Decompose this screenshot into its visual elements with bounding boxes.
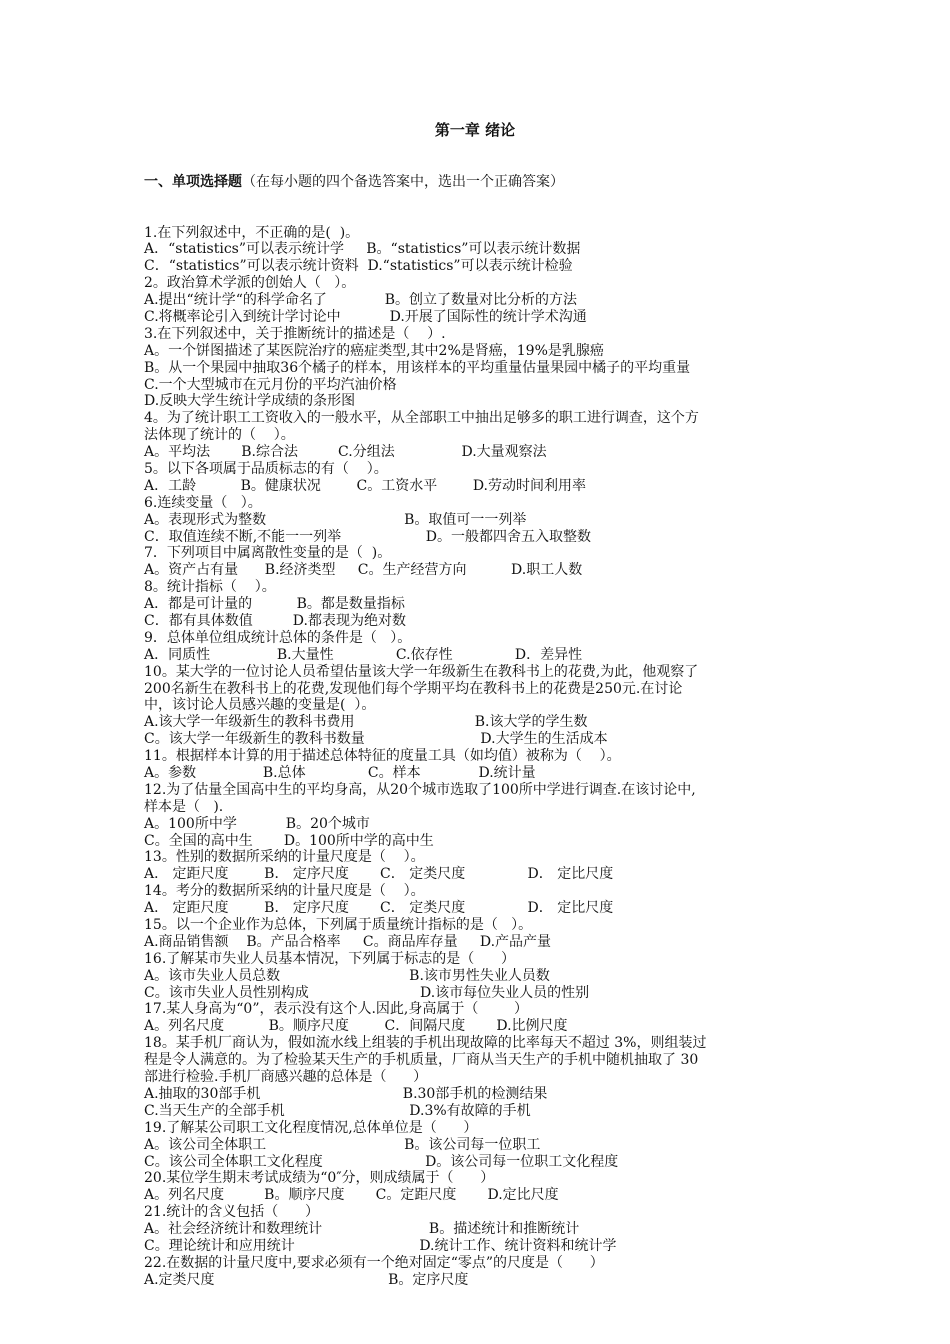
text-line: 中，该讨论人员感兴趣的变量是( ）。	[144, 697, 376, 714]
text-line: B。从一个果园中抽取36个橘子的样本，用该样本的平均重量估量果园中橘子的平均重量	[144, 359, 691, 376]
text-line: A。资产占有量 B.经济类型 C。生产经营方向 D.职工人数	[144, 562, 583, 579]
text-line: 6.连续变量（ ）。	[144, 494, 262, 511]
text-line: A．同质性 B.大量性 C.依存性 D．差异性	[144, 646, 583, 663]
text-line: A.定类尺度 B。定序尺度	[144, 1271, 469, 1288]
section-label: 一、单项选择题	[144, 173, 242, 190]
text-line: A。参数 B.总体 C。样本 D.统计量	[144, 765, 536, 782]
text-line: A．都是可计量的 B。都是数量指标	[144, 596, 405, 613]
text-line: A．工龄 B。健康状况 C。工资水平 D.劳动时间利用率	[144, 477, 586, 494]
text-line: A。表现形式为整数 B。取值可一一列举	[144, 511, 527, 528]
text-line: A。一个饼图描述了某医院治疗的癌症类型,其中2%是肾癌，19%是乳腺癌	[144, 342, 604, 359]
text-line: 4。为了统计职工工资收入的一般水平，从全部职工中抽出足够多的职工进行调查，这个方	[144, 410, 699, 427]
text-line: C．取值连续不断,不能一一列举 D。一般都四舍五入取整数	[144, 528, 591, 545]
text-line: 22.在数据的计量尺度中,要求必须有一个绝对固定“零点”的尺度是（ ）	[144, 1254, 604, 1271]
text-line: 7．下列项目中属离散性变量的是（ )。	[144, 545, 392, 562]
text-line: A。100所中学 B。20个城市	[144, 815, 370, 832]
text-line: 15。以一个企业作为总体，下列属于质量统计指标的是（ ）。	[144, 917, 533, 934]
text-line: C.一个大型城市在元月份的平均汽油价格	[144, 376, 397, 393]
text-line: 部进行检验.手机厂商感兴趣的总体是（ ）	[144, 1069, 428, 1086]
text-line: 8。统计指标（ ）。	[144, 579, 276, 596]
text-line: 2。政治算术学派的创始人（ ）。	[144, 275, 356, 292]
text-line: 1.在下列叙述中，不正确的是( )。	[144, 224, 360, 241]
text-line: 12.为了估量全国高中生的平均身高，从20个城市选取了100所中学进行调查.在该讨论中,	[144, 781, 696, 798]
text-line: C。该公司全体职工文化程度 D。该公司每一位职工文化程度	[144, 1153, 619, 1170]
text-line: C.将概率论引入到统计学讨论中 D.开展了国际性的统计学术沟通	[144, 308, 587, 325]
text-line: 10。某大学的一位讨论人员希望估量该大学一年级新生在教科书上的花费,为此，他观察了	[144, 663, 699, 680]
text-line: C．都有具体数值 D.都表现为绝对数	[144, 613, 406, 629]
text-line: C.当天生产的全部手机 D.3%有故障的手机	[144, 1102, 531, 1119]
text-line: D.反映大学生统计学成绩的条形图	[144, 393, 356, 410]
text-line: 11。根据样本计算的用于描述总体特征的度量工具（如均值）被称为（ ）。	[144, 748, 621, 765]
text-line: 13。性别的数据所采纳的计量尺度是（ ）。	[144, 849, 425, 866]
text-line: 20.某位学生期末考试成绩为“0″分，则成绩属于（ ）	[144, 1170, 495, 1187]
text-line: C。该市失业人员性别构成 D.该市每位失业人员的性别	[144, 984, 590, 1001]
text-line: A． 定距尺度 B． 定序尺度 C． 定类尺度 D． 定比尺度	[144, 900, 614, 917]
text-line: A。列名尺度 B。顺序尺度 C。定距尺度 D.定比尺度	[144, 1187, 559, 1204]
text-line: 样本是（ ).	[144, 798, 224, 815]
text-line: 程是令人满意的。为了检验某天生产的手机质量，厂商从当天生产的手机中随机抽取了 30	[144, 1052, 699, 1069]
text-line: C。该大学一年级新生的教科书数量 D.大学生的生活成本	[144, 731, 608, 748]
text-line: 19.了解某公司职工文化程度情况,总体单位是（ ）	[144, 1119, 478, 1136]
text-line: A． 定距尺度 B． 定序尺度 C． 定类尺度 D． 定比尺度	[144, 866, 614, 883]
text-line: A。该公司全体职工 B。该公司每一位职工	[144, 1136, 541, 1153]
text-line: A。社会经济统计和数理统计 B。描述统计和推断统计	[144, 1221, 580, 1238]
text-line: A。该市失业人员总数 B.该市男性失业人员数	[144, 967, 550, 984]
text-line: A。列名尺度 B。顺序尺度 C．间隔尺度 D.比例尺度	[144, 1018, 568, 1035]
section-note: （在每小题的四个备选答案中，选出一个正确答案）	[242, 173, 564, 190]
text-line: 17.某人身高为“0”，表示没有这个人.因此,身高属于（ ）	[144, 1001, 528, 1018]
text-line: A.该大学一年级新生的教科书费用 B.该大学的学生数	[144, 714, 588, 731]
question-list	[144, 140, 808, 1289]
chapter-title: 第一章 绪论	[434, 121, 516, 139]
text-line: 14。考分的数据所采纳的计量尺度是（ ）。	[144, 883, 425, 900]
text-line: A。平均法 B.综合法 C.分组法 D.大量观察法	[144, 444, 547, 461]
text-line: 21.统计的含义包括（ ）	[144, 1204, 319, 1221]
text-line: C。理论统计和应用统计 D.统计工作、统计资料和统计学	[144, 1237, 617, 1254]
text-line: A．“statistics”可以表示统计学 B。“statistics”可以表示统计数据	[144, 241, 581, 258]
text-line: 法体现了统计的（ ）。	[144, 427, 295, 444]
section-heading	[144, 174, 808, 191]
text-line: 18。某手机厂商认为，假如流水线上组装的手机出现故障的比率每天不超过 3%，则组装过	[144, 1035, 707, 1052]
text-line: A.商品销售额 B。产品合格率 C。商品库存量 D.产品产量	[144, 933, 552, 950]
text-line: C。全国的高中生 D。100所中学的高中生	[144, 832, 434, 849]
text-line: 5。以下各项属于品质标志的有（ ）。	[144, 460, 388, 477]
text-line: 16.了解某市失业人员基本情况，下列属于标志的是（ ）	[144, 950, 515, 967]
text-line: A.抽取的30部手机 B.30部手机的检测结果	[144, 1085, 548, 1102]
text-line: A.提出“统计学“的科学命名了 B。创立了数量对比分析的方法	[144, 292, 578, 309]
text-line: 3.在下列叙述中，关于推断统计的描述是（ ）.	[144, 325, 446, 342]
text-line: 9．总体单位组成统计总体的条件是（ ）。	[144, 629, 412, 646]
text-line: C．“statistics”可以表示统计资料 D.“statistics”可以表示统计检验	[144, 258, 573, 275]
text-line: 200名新生在教科书上的花费,发现他们每个学期平均在教科书上的花费是250元.在讨论	[144, 680, 683, 697]
